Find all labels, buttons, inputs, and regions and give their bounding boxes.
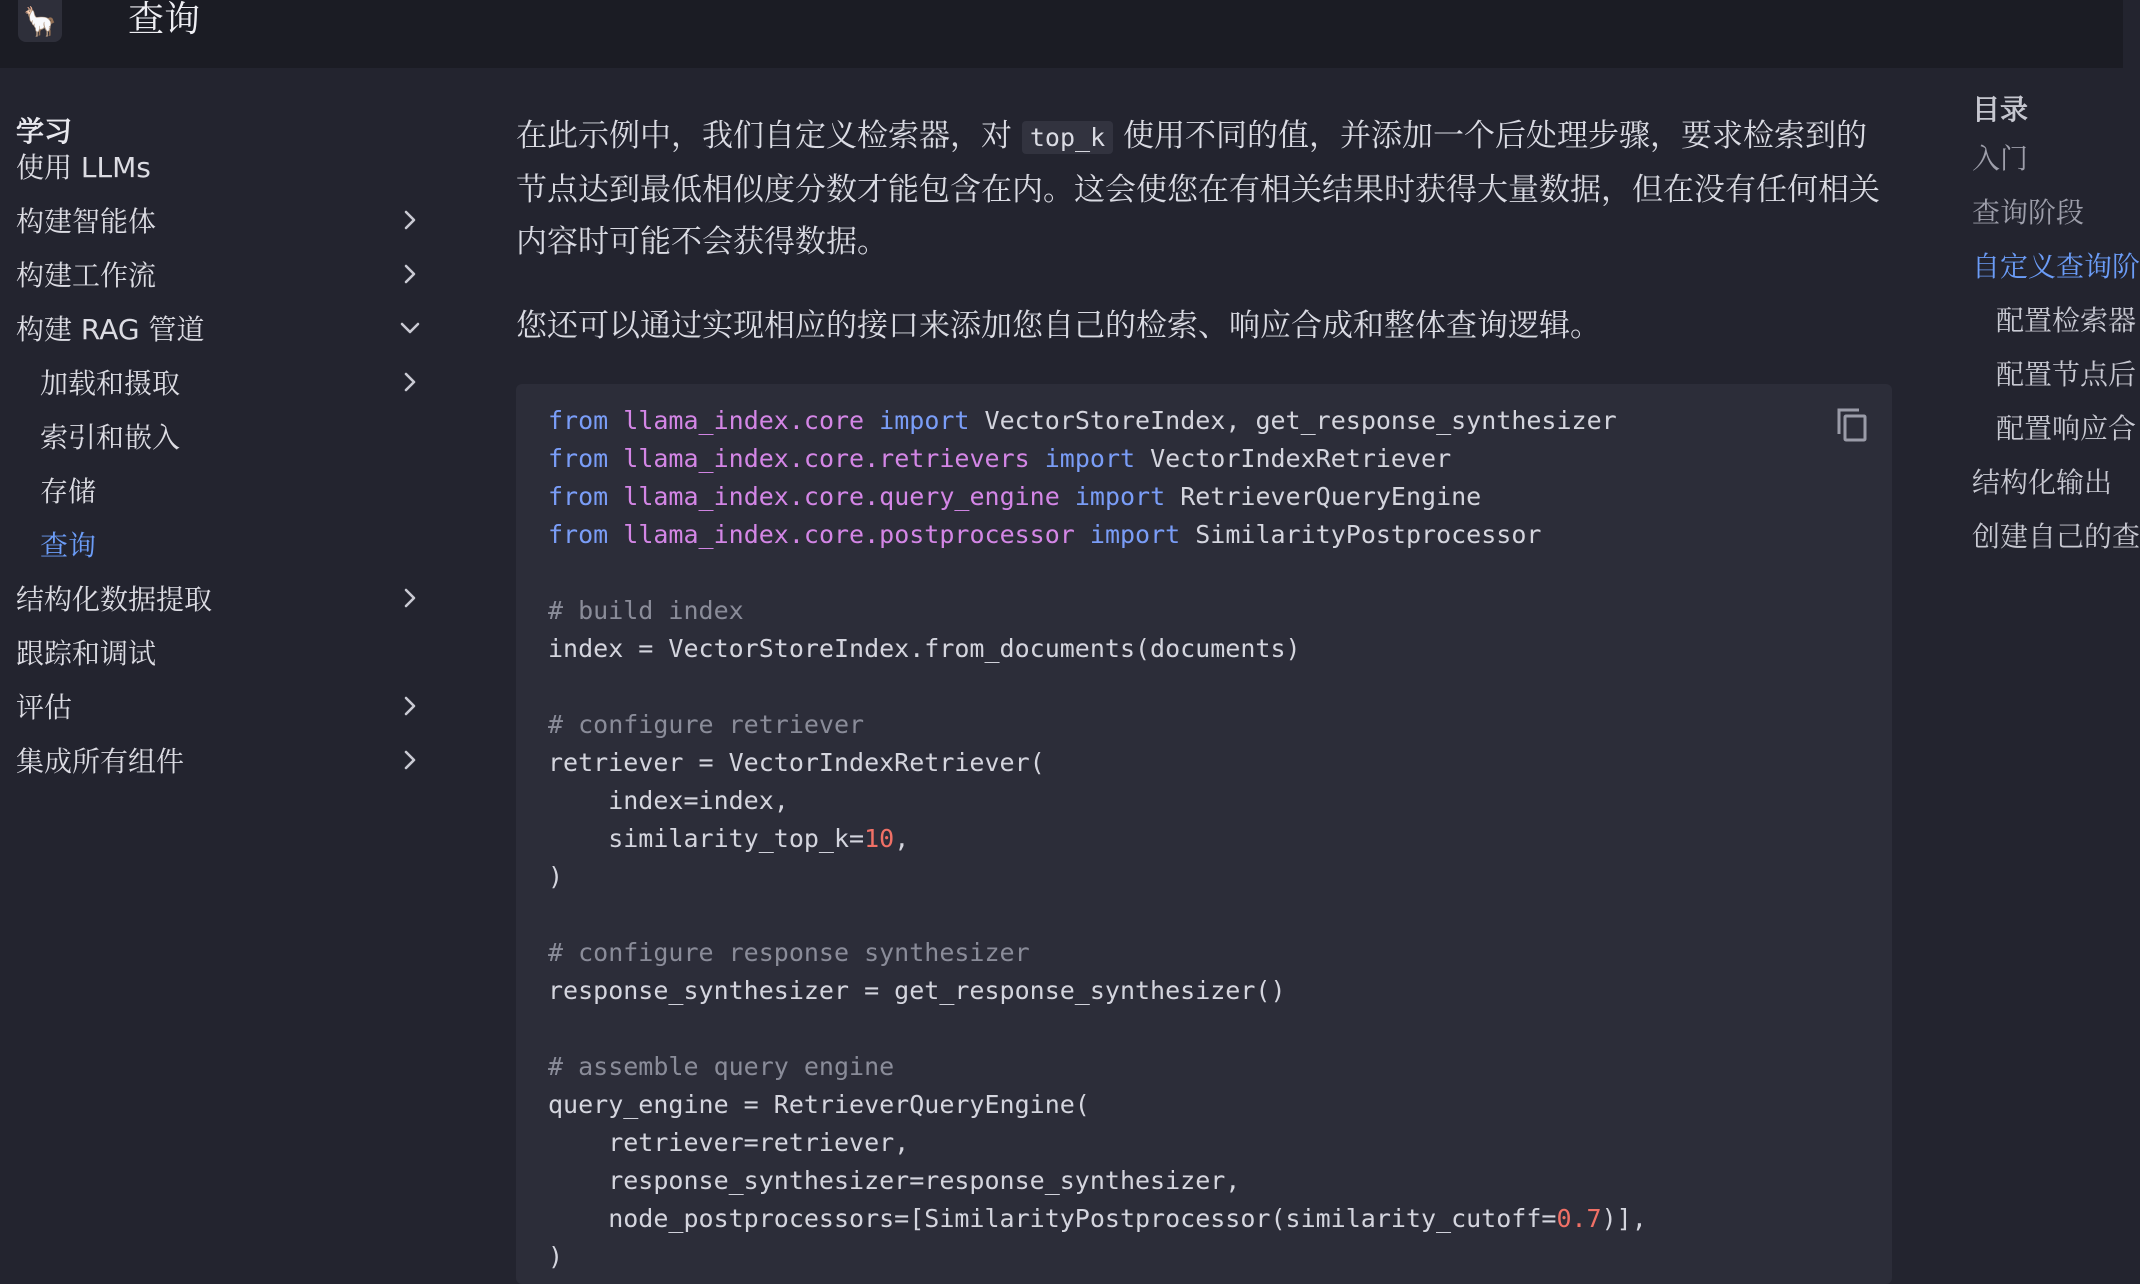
- sidebar-item[interactable]: [40, 414, 436, 458]
- sidebar-item-label: 索引和嵌入: [40, 421, 181, 454]
- intro-text-end: 使用不同的值，并添加一个后处理步骤，要求检索到的节点达到最低相似度分数才能包含在内。这会使您在有相关结果时获得大量数据，但在没有任何相关内容时可能不会获得数据。: [516, 118, 1880, 260]
- intro-paragraph: [516, 110, 1892, 268]
- toc-item[interactable]: 入门: [1972, 142, 2029, 175]
- chevron-right-icon[interactable]: [398, 370, 422, 394]
- chevron-right-icon[interactable]: [398, 748, 422, 772]
- top-bar: [0, 0, 2123, 68]
- sidebar-item[interactable]: [16, 684, 436, 728]
- chevron-right-icon[interactable]: [398, 694, 422, 718]
- code-content[interactable]: from llama_index.core import VectorStoreIndex, get_response_synthesizer from llama_index.core.retrievers import VectorIndexRetriever from llama_index.core.query_engine import RetrieverQueryEngine from llama_index.core.postprocessor import SimilarityPostprocessor # build index index = VectorStoreIndex.from_documents(documents) # configure retriever retriever = VectorIndexRetriever( index=index, similarity_top_k=10, ) # configure response synthesizer response_synthesizer = get_response_synthesizer() # assemble query engine query_engine = RetrieverQueryEngine( retriever=retriever, response_synthesizer=response_synthesizer, node_postprocessors=[SimilarityPostprocessor(similarity_cutoff=0.7)], ): [548, 406, 1647, 1271]
- code-block: [516, 384, 1892, 1284]
- toc-title: 目录: [1972, 93, 2029, 126]
- page-title: 查询: [128, 0, 201, 40]
- sidebar-item-label: 评估: [16, 691, 73, 724]
- llama-logo[interactable]: 🦙: [18, 0, 62, 42]
- sidebar-item[interactable]: [16, 738, 436, 782]
- sidebar-section-title: 学习: [16, 115, 73, 148]
- sidebar-item[interactable]: [16, 144, 436, 188]
- chevron-right-icon[interactable]: [398, 262, 422, 286]
- sidebar-item[interactable]: [40, 360, 436, 404]
- sidebar-item[interactable]: [16, 198, 436, 242]
- sidebar-item-label: 存储: [40, 475, 97, 508]
- copy-icon[interactable]: [1834, 406, 1870, 446]
- toc-item[interactable]: 自定义查询阶: [1972, 250, 2140, 283]
- toc-item[interactable]: 创建自己的查: [1972, 520, 2140, 553]
- chevron-right-icon[interactable]: [398, 586, 422, 610]
- sidebar-item-label: 结构化数据提取: [16, 583, 213, 616]
- sidebar-item[interactable]: [16, 630, 436, 674]
- sidebar-item[interactable]: [40, 468, 436, 512]
- sidebar-item-label: 使用 LLMs: [16, 151, 151, 184]
- sidebar-item[interactable]: [16, 576, 436, 620]
- sidebar-item-label: 集成所有组件: [16, 745, 185, 778]
- chevron-down-icon[interactable]: [398, 316, 422, 340]
- sidebar-item-label: 加载和摄取: [40, 367, 181, 400]
- toc-item[interactable]: 结构化输出: [1972, 466, 2113, 499]
- sidebar-item-label: 构建智能体: [16, 205, 157, 238]
- sidebar-item-label: 查询: [40, 529, 97, 562]
- intro-text-start: 在此示例中，我们自定义检索器，对: [516, 118, 1012, 154]
- custom-logic-paragraph: 您还可以通过实现相应的接口来添加您自己的检索、响应合成和整体查询逻辑。: [516, 308, 1601, 344]
- sidebar-item[interactable]: [16, 252, 436, 296]
- sidebar-item[interactable]: [40, 522, 436, 566]
- inline-code-top-k: top_k: [1022, 121, 1113, 154]
- toc-item[interactable]: 配置响应合: [1996, 412, 2137, 445]
- sidebar-item[interactable]: [16, 306, 436, 350]
- table-of-contents: [1972, 93, 2140, 564]
- toc-item[interactable]: 查询阶段: [1972, 196, 2085, 229]
- chevron-right-icon[interactable]: [398, 208, 422, 232]
- toc-item[interactable]: 配置节点后: [1996, 358, 2137, 391]
- sidebar-item-label: 构建工作流: [16, 259, 157, 292]
- sidebar-item-label: 构建 RAG 管道: [16, 313, 205, 346]
- sidebar-item-label: 跟踪和调试: [16, 637, 157, 670]
- toc-item[interactable]: 配置检索器: [1996, 304, 2137, 337]
